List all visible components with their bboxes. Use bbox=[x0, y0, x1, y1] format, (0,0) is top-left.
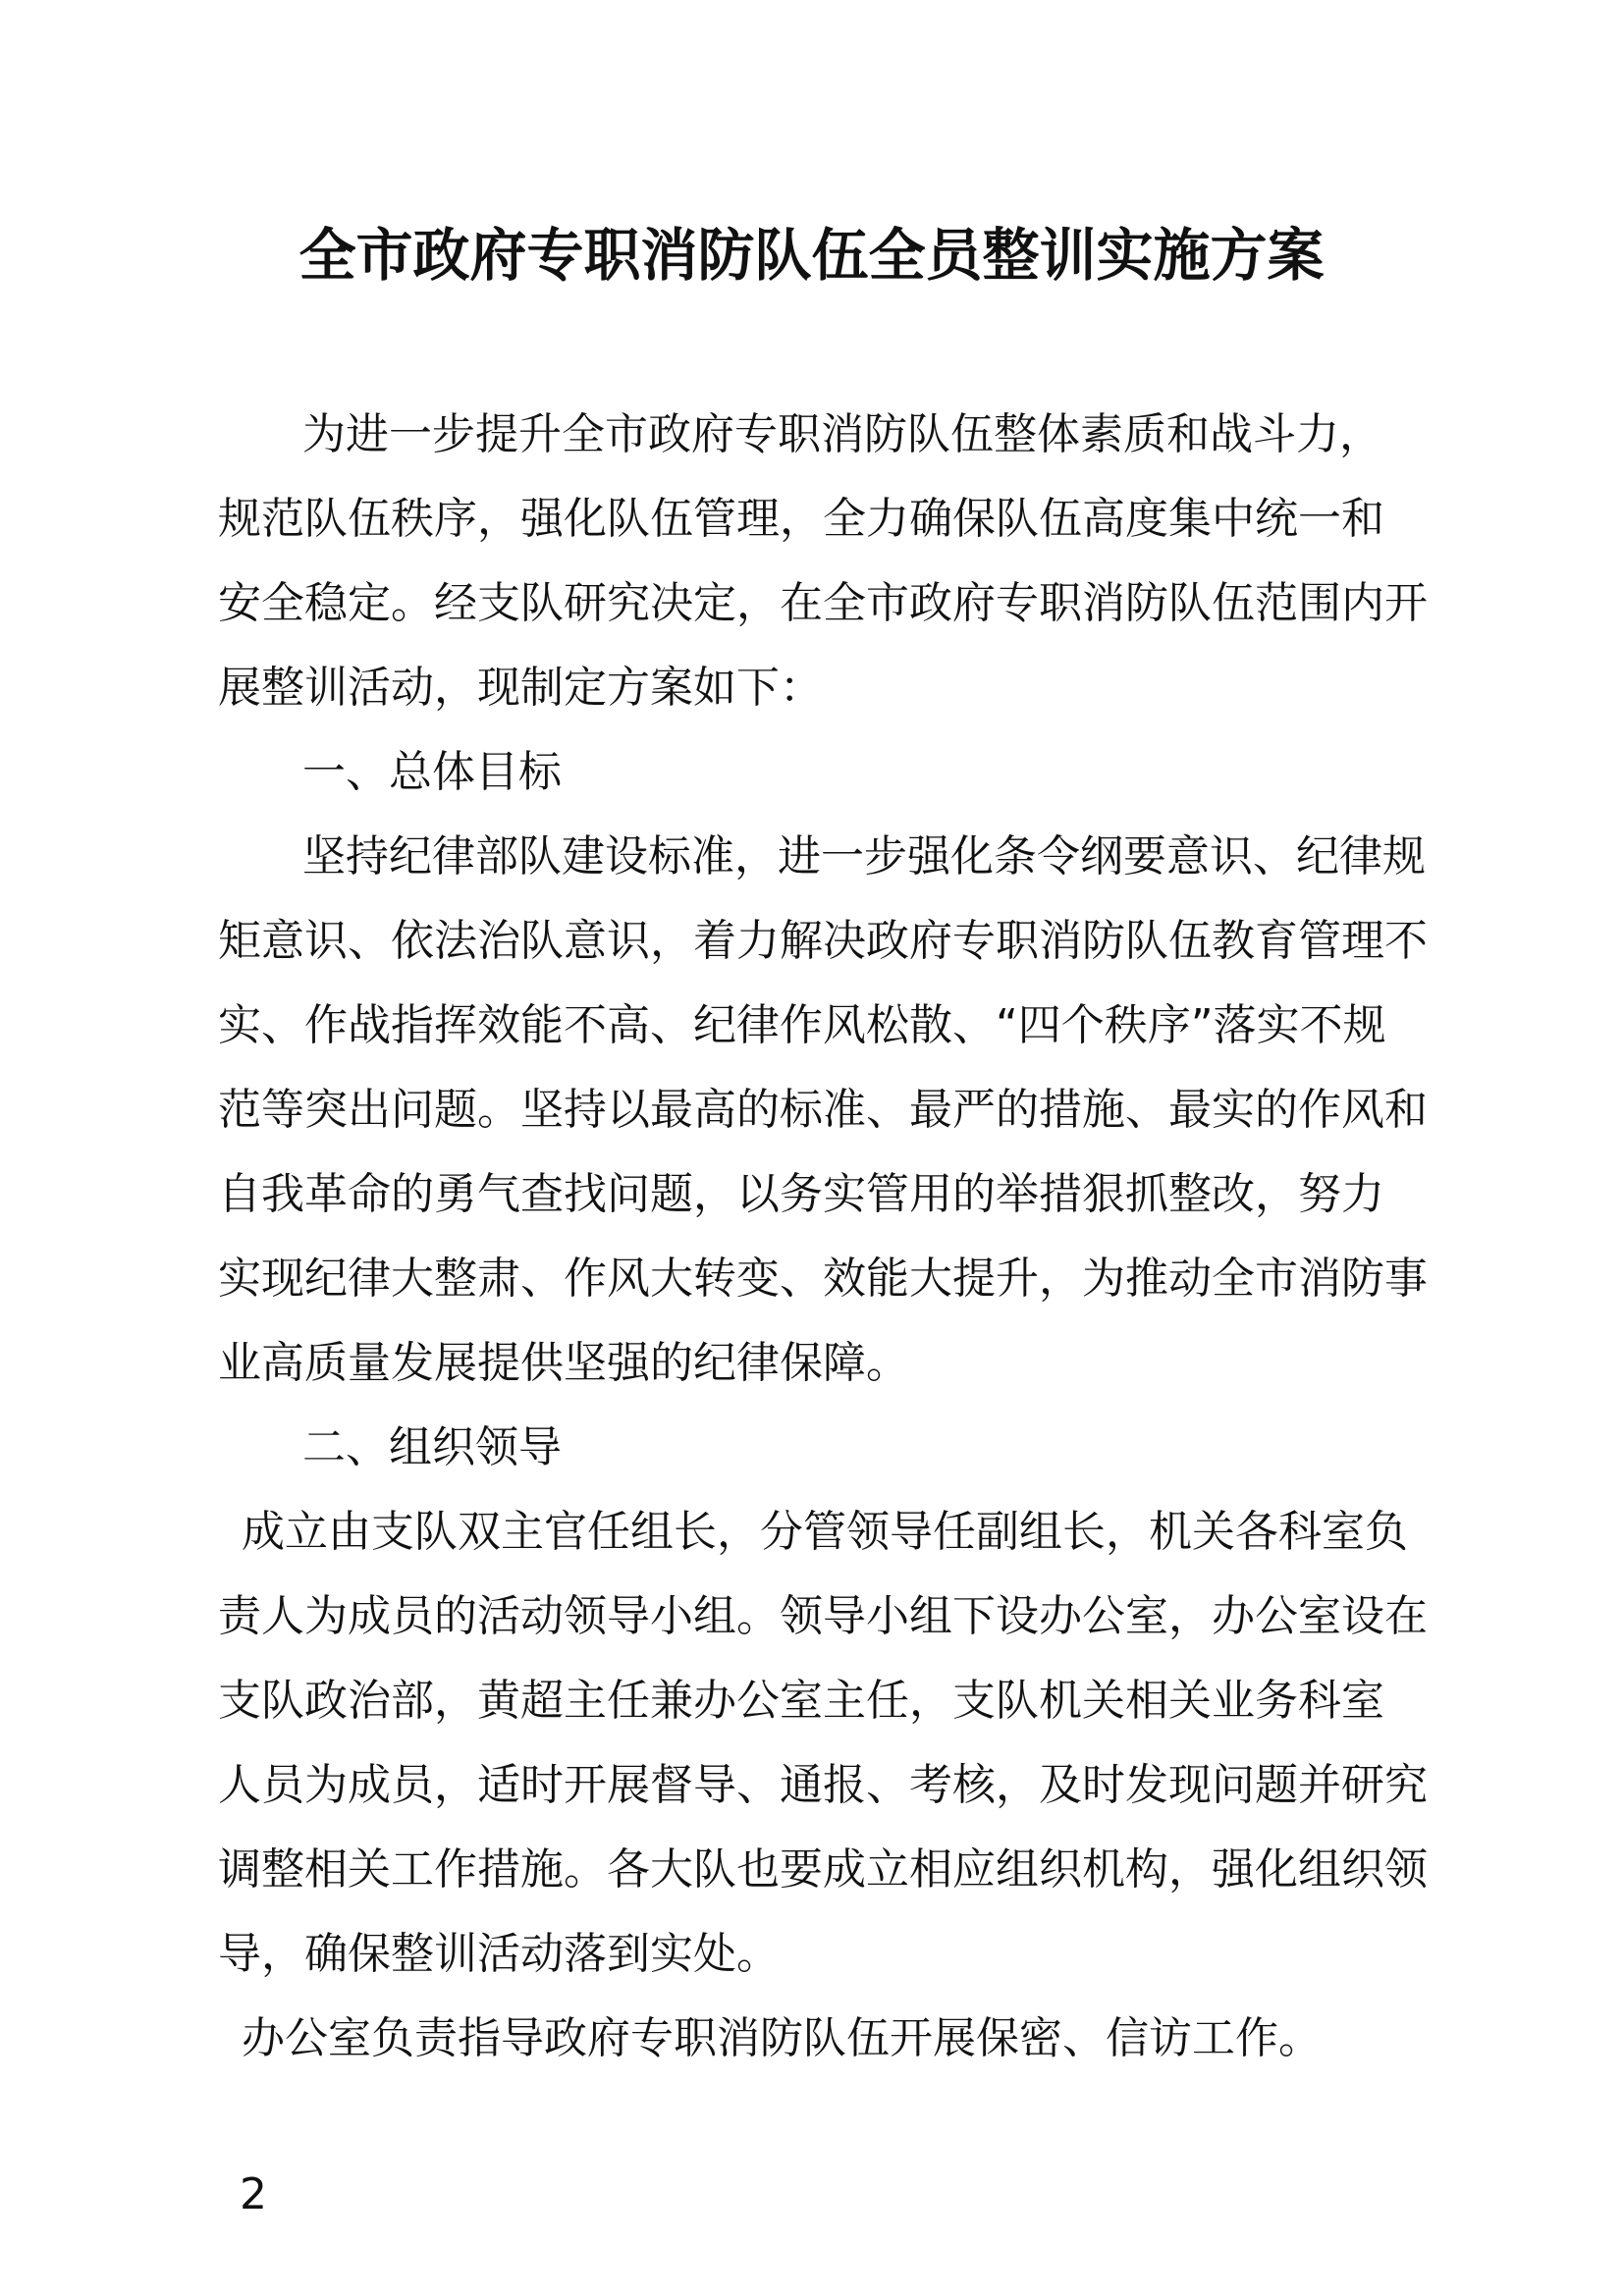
text-line: 安全稳定。经支队研究决定，在全市政府专职消防队伍范围内开 bbox=[218, 578, 1428, 628]
text-line: 责人为成员的活动领导小组。领导小组下设办公室，办公室设在 bbox=[218, 1591, 1428, 1641]
text-line: 支队政治部，黄超主任兼办公室主任，支队机关相关业务科室 bbox=[218, 1676, 1384, 1726]
page-number: 2 bbox=[240, 2169, 267, 2219]
text-line: 成立由支队双主官任组长，分管领导任副组长，机关各科室负 bbox=[242, 1507, 1408, 1557]
office-duty-line: 办公室负责指导政府专职消防队伍开展保密、信访工作。 bbox=[242, 2013, 1322, 2063]
text-line: 展整训活动，现制定方案如下： bbox=[218, 663, 823, 713]
text-line: 为进一步提升全市政府专职消防队伍整体素质和战斗力， bbox=[302, 409, 1382, 459]
text-line: 实、作战指挥效能不高、纪律作风松散、“四个秩序”落实不规 bbox=[218, 1000, 1386, 1050]
text-line: 导，确保整训活动落到实处。 bbox=[218, 1929, 780, 1979]
text-line: 范等突出问题。坚持以最高的标准、最严的措施、最实的作风和 bbox=[218, 1085, 1428, 1135]
text-line: 调整相关工作措施。各大队也要成立相应组织机构，强化组织领 bbox=[218, 1844, 1428, 1895]
text-line: 规范队伍秩序，强化队伍管理，全力确保队伍高度集中统一和 bbox=[218, 494, 1384, 544]
text-line: 自我革命的勇气查找问题，以务实管用的举措狠抓整改，努力 bbox=[218, 1169, 1384, 1219]
text-line: 人员为成员，适时开展督导、通报、考核，及时发现问题并研究 bbox=[218, 1760, 1428, 1810]
section-heading-overall-goal: 一、总体目标 bbox=[302, 747, 562, 797]
text-line: 矩意识、依法治队意识，着力解决政府专职消防队伍教育管理不 bbox=[218, 916, 1428, 966]
text-line: 实现纪律大整肃、作风大转变、效能大提升，为推动全市消防事 bbox=[218, 1254, 1428, 1304]
text-line: 业高质量发展提供坚强的纪律保障。 bbox=[218, 1338, 909, 1388]
document-title: 全市政府专职消防队伍全员整训实施方案 bbox=[298, 222, 1325, 289]
section-heading-organization: 二、组织领导 bbox=[302, 1422, 562, 1472]
text-line: 坚持纪律部队建设标准，进一步强化条令纲要意识、纪律规 bbox=[302, 831, 1426, 881]
